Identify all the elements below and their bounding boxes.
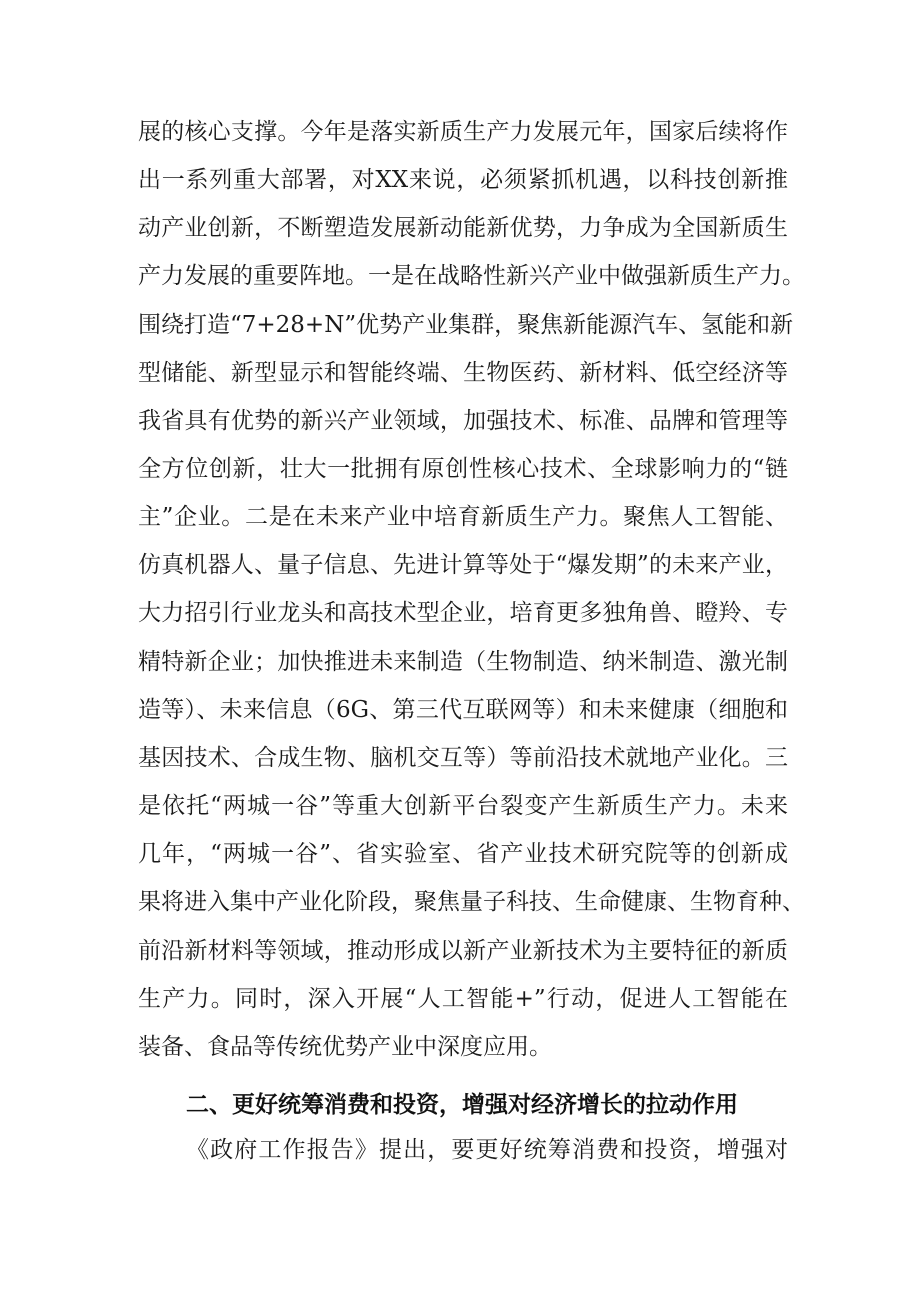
- paragraph-line: 全方位创新，壮大一批拥有原创性核心技术、全球影响力的“链: [138, 456, 788, 482]
- paragraph-line: 型储能、新型显示和智能终端、生物医药、新材料、低空经济等: [138, 360, 788, 386]
- paragraph-line: 仿真机器人、量子信息、先进计算等处于“爆发期”的未来产业，: [138, 552, 788, 578]
- paragraph-line: 动产业创新，不断塑造发展新动能新优势，力争成为全国新质生: [138, 215, 788, 241]
- paragraph-line: 造等）、未来信息（6G、第三代互联网等）和未来健康（细胞和: [138, 697, 788, 723]
- paragraph-line: 是依托“两城一谷”等重大创新平台裂变产生新质生产力。未来: [138, 793, 788, 819]
- paragraph-line: 我省具有优势的新兴产业领域，加强技术、标准、品牌和管理等: [138, 408, 788, 434]
- paragraph-line: 装备、食品等传统优势产业中深度应用。: [138, 1034, 552, 1060]
- paragraph-line: 精特新企业；加快推进未来制造（生物制造、纳米制造、激光制: [138, 649, 788, 675]
- paragraph-line: 生产力。同时，深入开展“人工智能+”行动，促进人工智能在: [138, 986, 788, 1012]
- paragraph-line: 前沿新材料等领域，推动形成以新产业新技术为主要特征的新质: [138, 938, 788, 964]
- paragraph-line: 围绕打造“7+28+N”优势产业集群，聚焦新能源汽车、氢能和新: [138, 312, 794, 338]
- paragraph-line: 展的核心支撑。今年是落实新质生产力发展元年，国家后续将作: [138, 119, 788, 145]
- section-heading: 二、更好统筹消费和投资，增强对经济增长的拉动作用: [186, 1092, 738, 1118]
- paragraph-line: 几年，“两城一谷”、省实验室、省产业技术研究院等的创新成: [138, 841, 788, 867]
- paragraph-line: 主”企业。二是在未来产业中培育新质生产力。聚焦人工智能、: [138, 504, 788, 530]
- paragraph-line: 基因技术、合成生物、脑机交互等）等前沿技术就地产业化。三: [138, 745, 788, 771]
- paragraph-line: 大力招引行业龙头和高技术型企业，培育更多独角兽、瞪羚、专: [138, 600, 788, 626]
- paragraph-line: 产力发展的重要阵地。一是在战略性新兴产业中做强新质生产力。: [138, 263, 805, 289]
- paragraph-line: 果将进入集中产业化阶段，聚焦量子科技、生命健康、生物育种、: [138, 889, 805, 915]
- paragraph-line: 出一系列重大部署，对XX来说，必须紧抓机遇，以科技创新推: [138, 167, 788, 193]
- paragraph-line: 《政府工作报告》提出，要更好统筹消费和投资，增强对: [186, 1137, 788, 1163]
